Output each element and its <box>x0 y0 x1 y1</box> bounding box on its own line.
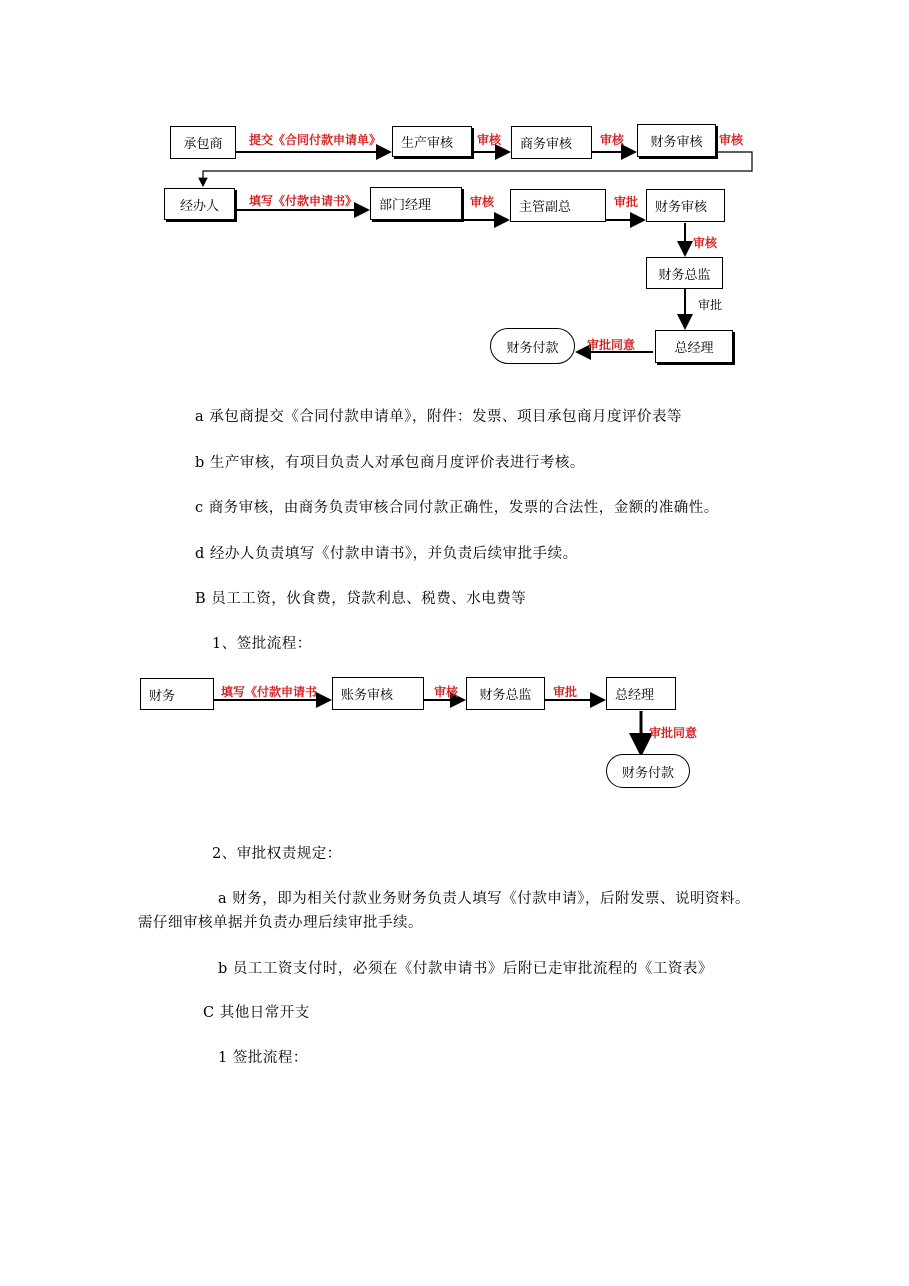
label2-approve: 审批 <box>553 685 578 699</box>
label-review-3: 审核 <box>719 133 744 147</box>
paragraph-rule-a-line2: 需仔细审核单据并负责办理后续审批手续。 <box>138 915 423 931</box>
box-dept-manager: 部门经理 <box>370 187 462 220</box>
paragraph-step-1: 1、签批流程： <box>212 636 312 652</box>
paragraph-rule-a-line1: a 财务，即为相关付款业务财务负责人填写《付款申请》，后附发票、说明资料。 <box>218 891 751 907</box>
paragraph-item-b: b 生产审核，有项目负责人对承包商月度评价表进行考核。 <box>195 455 585 471</box>
box2-finance-director: 财务总监 <box>466 677 545 710</box>
box-finance-director: 财务总监 <box>646 257 723 289</box>
box-business-review: 商务审核 <box>511 126 592 159</box>
box2-finance-payment: 财务付款 <box>606 754 690 788</box>
label2-review: 审核 <box>434 685 459 699</box>
label2-fill-payment-form: 填写《付款申请书 <box>221 685 318 699</box>
label-review-1: 审核 <box>477 133 502 147</box>
paragraph-item-c: c 商务审核，由商务负责审核合同付款正确性，发票的合法性，金额的准确性。 <box>195 500 719 516</box>
paragraph-step-1b: 1 签批流程： <box>218 1050 308 1066</box>
label2-approve-agree: 审批同意 <box>649 726 698 740</box>
label-approve-1: 审批 <box>614 195 639 209</box>
paragraph-item-d: d 经办人负责填写《付款申请书》，并负责后续审批手续。 <box>195 546 578 562</box>
box-contractor: 承包商 <box>170 126 236 159</box>
label-fill-payment-form: 填写《付款申请书》 <box>249 194 358 208</box>
box-general-manager: 总经理 <box>655 330 733 363</box>
paragraph-rule-b: b 员工工资支付时，必须在《付款申请书》后附已走审批流程的《工资表》 <box>218 961 713 977</box>
box-handler: 经办人 <box>164 188 235 220</box>
label-review-2: 审核 <box>600 133 625 147</box>
box-finance-review-1: 财务审核 <box>637 124 716 157</box>
box-production-review: 生产审核 <box>392 126 472 157</box>
box-finance-review-2: 财务审核 <box>646 189 725 222</box>
paragraph-section-C: C 其他日常开支 <box>203 1005 310 1021</box>
box-finance-payment: 财务付款 <box>490 328 575 364</box>
box2-account-review: 账务审核 <box>332 677 424 710</box>
label-review-5: 审核 <box>693 236 718 250</box>
label-approve-agree: 审批同意 <box>587 338 636 352</box>
label-review-4: 审核 <box>470 195 495 209</box>
paragraph-section-B: B 员工工资，伙食费，贷款利息、税费、水电费等 <box>195 591 527 607</box>
paragraph-item-a: a 承包商提交《合同付款申请单》，附件：发票、项目承包商月度评价表等 <box>195 409 683 425</box>
box-deputy-gm: 主管副总 <box>510 189 606 222</box>
box2-finance: 财务 <box>140 678 214 710</box>
label-submit-contract-form: 提交《合同付款申请单》 <box>249 133 382 147</box>
label-approve-2: 审批 <box>698 298 723 312</box>
box2-general-manager: 总经理 <box>606 677 676 710</box>
paragraph-step-2: 2、审批权责规定： <box>212 846 342 862</box>
